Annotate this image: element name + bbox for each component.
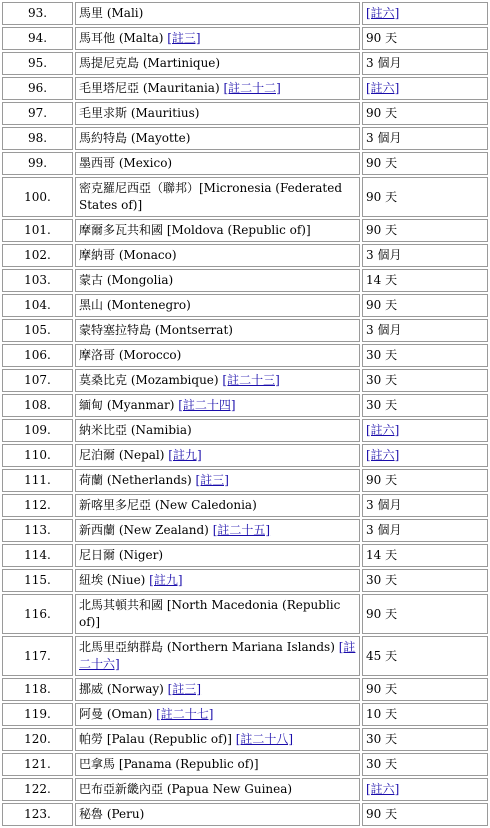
row-number: 95. (2, 52, 73, 75)
country-cell (75, 369, 360, 392)
table-row (2, 344, 488, 367)
table-row (2, 803, 488, 826)
country-cell (75, 544, 360, 567)
stay-duration: 30 天 (366, 732, 398, 746)
stay-cell (362, 219, 488, 242)
stay-duration: 90 天 (366, 223, 398, 237)
stay-cell (362, 678, 488, 701)
country-cell (75, 394, 360, 417)
stay-duration: 90 天 (366, 473, 398, 487)
country-name: 馬耳他 (Malta) (79, 31, 168, 45)
country-cell (75, 636, 360, 676)
country-name: 北馬里亞納群島 (Northern Mariana Islands) (79, 640, 339, 654)
country-cell (75, 469, 360, 492)
stay-cell (362, 419, 488, 442)
stay-cell (362, 102, 488, 125)
row-number: 102. (2, 244, 73, 267)
stay-cell (362, 753, 488, 776)
table-row (2, 177, 488, 217)
country-name: 秘魯 (Peru) (79, 807, 145, 821)
country-cell (75, 244, 360, 267)
table-row (2, 294, 488, 317)
stay-duration: 3 個月 (366, 131, 402, 145)
country-name: 馬約特島 (Mayotte) (79, 131, 191, 145)
stay-cell (362, 636, 488, 676)
country-cell (75, 52, 360, 75)
stay-cell (362, 127, 488, 150)
row-number: 123. (2, 803, 73, 826)
country-name: 蒙特塞拉特島 (Montserrat) (79, 323, 233, 337)
country-name: 摩洛哥 (Morocco) (79, 348, 182, 362)
stay-cell (362, 77, 488, 100)
country-note-link[interactable]: [註二十八] (235, 732, 294, 746)
country-cell (75, 703, 360, 726)
country-name: 帕勞 [Palau (Republic of)] (79, 732, 236, 746)
table-row (2, 494, 488, 517)
stay-cell (362, 544, 488, 567)
table-row (2, 319, 488, 342)
table-row (2, 2, 488, 25)
country-note-link[interactable]: [註二十四] (178, 398, 236, 412)
country-cell (75, 127, 360, 150)
stay-duration: 3 個月 (366, 248, 402, 262)
row-number: 101. (2, 219, 73, 242)
stay-duration: 90 天 (366, 189, 398, 204)
stay-cell (362, 519, 488, 542)
country-name: 毛里塔尼亞 (Mauritania) (79, 81, 224, 95)
country-name: 緬甸 (Myanmar) (79, 398, 179, 412)
row-number: 113. (2, 519, 73, 542)
stay-duration: 90 天 (366, 298, 398, 312)
row-number: 96. (2, 77, 73, 100)
country-name: 巴拿馬 [Panama (Republic of)] (79, 757, 259, 771)
row-number: 104. (2, 294, 73, 317)
country-cell (75, 2, 360, 25)
country-cell (75, 594, 360, 634)
stay-duration: 90 天 (366, 682, 398, 696)
row-number: 119. (2, 703, 73, 726)
stay-duration: 30 天 (366, 373, 398, 387)
table-row (2, 369, 488, 392)
stay-cell (362, 2, 488, 25)
table-row (2, 219, 488, 242)
country-cell (75, 419, 360, 442)
country-note-link[interactable]: [註二十六] (79, 640, 356, 671)
country-cell (75, 219, 360, 242)
table-row (2, 77, 488, 100)
table-row (2, 703, 488, 726)
row-number: 112. (2, 494, 73, 517)
country-name: 新西蘭 (New Zealand) (79, 523, 213, 537)
country-cell (75, 569, 360, 592)
country-name: 蒙古 (Mongolia) (79, 273, 174, 287)
stay-duration: 90 天 (366, 606, 398, 621)
stay-cell (362, 152, 488, 175)
row-number: 121. (2, 753, 73, 776)
country-cell (75, 152, 360, 175)
country-name: 墨西哥 (Mexico) (79, 156, 173, 170)
country-name: 摩爾多瓦共和國 [Moldova (Republic of)] (79, 223, 311, 237)
country-note-link[interactable]: [註二十二] (223, 81, 281, 95)
row-number: 108. (2, 394, 73, 417)
table-row (2, 678, 488, 701)
country-cell (75, 678, 360, 701)
country-name: 荷蘭 (Netherlands) (79, 473, 196, 487)
stay-cell (362, 294, 488, 317)
row-number: 93. (2, 2, 73, 25)
stay-cell (362, 703, 488, 726)
row-number: 117. (2, 636, 73, 676)
stay-note-link[interactable]: [註六] (366, 81, 400, 95)
table-row (2, 27, 488, 50)
table-row (2, 728, 488, 751)
table-row (2, 569, 488, 592)
stay-duration: 90 天 (366, 807, 398, 821)
stay-duration: 30 天 (366, 757, 398, 771)
row-number: 100. (2, 177, 73, 217)
country-name: 摩納哥 (Monaco) (79, 248, 177, 262)
country-cell (75, 494, 360, 517)
country-cell (75, 519, 360, 542)
stay-duration: 3 個月 (366, 56, 402, 70)
row-number: 106. (2, 344, 73, 367)
row-number: 94. (2, 27, 73, 50)
table-row (2, 469, 488, 492)
table-row (2, 594, 488, 634)
row-number: 114. (2, 544, 73, 567)
stay-cell (362, 52, 488, 75)
country-note-link[interactable]: [註二十三] (222, 373, 280, 387)
stay-cell (362, 319, 488, 342)
row-number: 118. (2, 678, 73, 701)
table-row (2, 244, 488, 267)
stay-duration: 10 天 (366, 707, 398, 721)
stay-duration: 45 天 (366, 648, 398, 663)
country-note-link[interactable]: [註二十七] (156, 707, 214, 721)
stay-cell (362, 594, 488, 634)
table-row (2, 636, 488, 676)
country-note-link[interactable]: [註三] (167, 682, 202, 696)
row-number: 97. (2, 102, 73, 125)
stay-cell (362, 369, 488, 392)
stay-cell (362, 394, 488, 417)
country-note-link[interactable]: [註九] (149, 573, 183, 587)
row-number: 110. (2, 444, 73, 467)
table-row (2, 52, 488, 75)
table-row (2, 127, 488, 150)
table-row (2, 269, 488, 292)
stay-note-link[interactable]: [註六] (366, 448, 400, 462)
table-row (2, 753, 488, 776)
stay-duration: 14 天 (366, 548, 398, 562)
table-row (2, 394, 488, 417)
country-cell (75, 27, 360, 50)
country-cell (75, 728, 360, 751)
row-number: 122. (2, 778, 73, 801)
stay-cell (362, 244, 488, 267)
row-number: 111. (2, 469, 73, 492)
country-note-link[interactable]: [註九] (168, 448, 202, 462)
stay-cell (362, 444, 488, 467)
stay-duration: 3 個月 (366, 523, 402, 537)
stay-duration: 14 天 (366, 273, 398, 287)
stay-cell (362, 269, 488, 292)
table-row (2, 778, 488, 801)
stay-note-link[interactable]: [註六] (366, 423, 400, 437)
country-name: 新喀里多尼亞 (New Caledonia) (79, 498, 257, 512)
stay-duration: 3 個月 (366, 498, 402, 512)
country-name: 紐埃 (Niue) (79, 573, 150, 587)
row-number: 105. (2, 319, 73, 342)
stay-duration: 30 天 (366, 348, 398, 362)
stay-cell (362, 469, 488, 492)
row-number: 98. (2, 127, 73, 150)
country-name: 尼泊爾 (Nepal) (79, 448, 169, 462)
country-name: 巴布亞新畿內亞 (Papua New Guinea) (79, 782, 293, 796)
country-cell (75, 778, 360, 801)
stay-cell (362, 569, 488, 592)
country-cell (75, 269, 360, 292)
table-row (2, 444, 488, 467)
country-name: 密克羅尼西亞（聯邦）[Micronesia (Federated States of)] (79, 181, 343, 212)
stay-duration: 3 個月 (366, 323, 402, 337)
row-number: 116. (2, 594, 73, 634)
stay-duration: 90 天 (366, 156, 398, 170)
table-row (2, 519, 488, 542)
country-cell (75, 77, 360, 100)
table-body (2, 2, 488, 826)
table-row (2, 544, 488, 567)
country-cell (75, 294, 360, 317)
country-name: 馬里 (Mali) (79, 6, 144, 20)
country-name: 莫桑比克 (Mozambique) (79, 373, 223, 387)
stay-duration: 90 天 (366, 31, 398, 45)
country-cell (75, 753, 360, 776)
country-name: 納米比亞 (Namibia) (79, 423, 192, 437)
country-name: 毛里求斯 (Mauritius) (79, 106, 200, 120)
country-note-link[interactable]: [註三] (167, 31, 201, 45)
stay-cell (362, 778, 488, 801)
country-note-link[interactable]: [註二十五] (212, 523, 271, 537)
stay-cell (362, 494, 488, 517)
country-name: 馬提尼克島 (Martinique) (79, 56, 221, 70)
stay-cell (362, 344, 488, 367)
row-number: 120. (2, 728, 73, 751)
row-number: 109. (2, 419, 73, 442)
stay-cell (362, 803, 488, 826)
stay-duration: 30 天 (366, 573, 398, 587)
country-name: 北馬其頓共和國 [North Macedonia (Republic of)] (79, 598, 341, 629)
row-number: 107. (2, 369, 73, 392)
row-number: 103. (2, 269, 73, 292)
stay-duration: 90 天 (366, 106, 398, 120)
country-cell (75, 177, 360, 217)
stay-cell (362, 177, 488, 217)
country-cell (75, 344, 360, 367)
row-number: 99. (2, 152, 73, 175)
country-name: 黑山 (Montenegro) (79, 298, 191, 312)
table-row (2, 152, 488, 175)
country-cell (75, 319, 360, 342)
country-name: 尼日爾 (Niger) (79, 548, 164, 562)
table-row (2, 419, 488, 442)
stay-cell (362, 27, 488, 50)
country-name: 阿曼 (Oman) (79, 707, 157, 721)
country-cell (75, 102, 360, 125)
country-cell (75, 444, 360, 467)
country-note-link[interactable]: [註三] (195, 473, 229, 487)
stay-note-link[interactable]: [註六] (366, 6, 400, 20)
table-row (2, 102, 488, 125)
stay-cell (362, 728, 488, 751)
row-number: 115. (2, 569, 73, 592)
country-name: 挪威 (Norway) (79, 682, 168, 696)
country-cell (75, 803, 360, 826)
stay-note-link[interactable]: [註六] (366, 782, 400, 796)
stay-duration: 30 天 (366, 398, 398, 412)
